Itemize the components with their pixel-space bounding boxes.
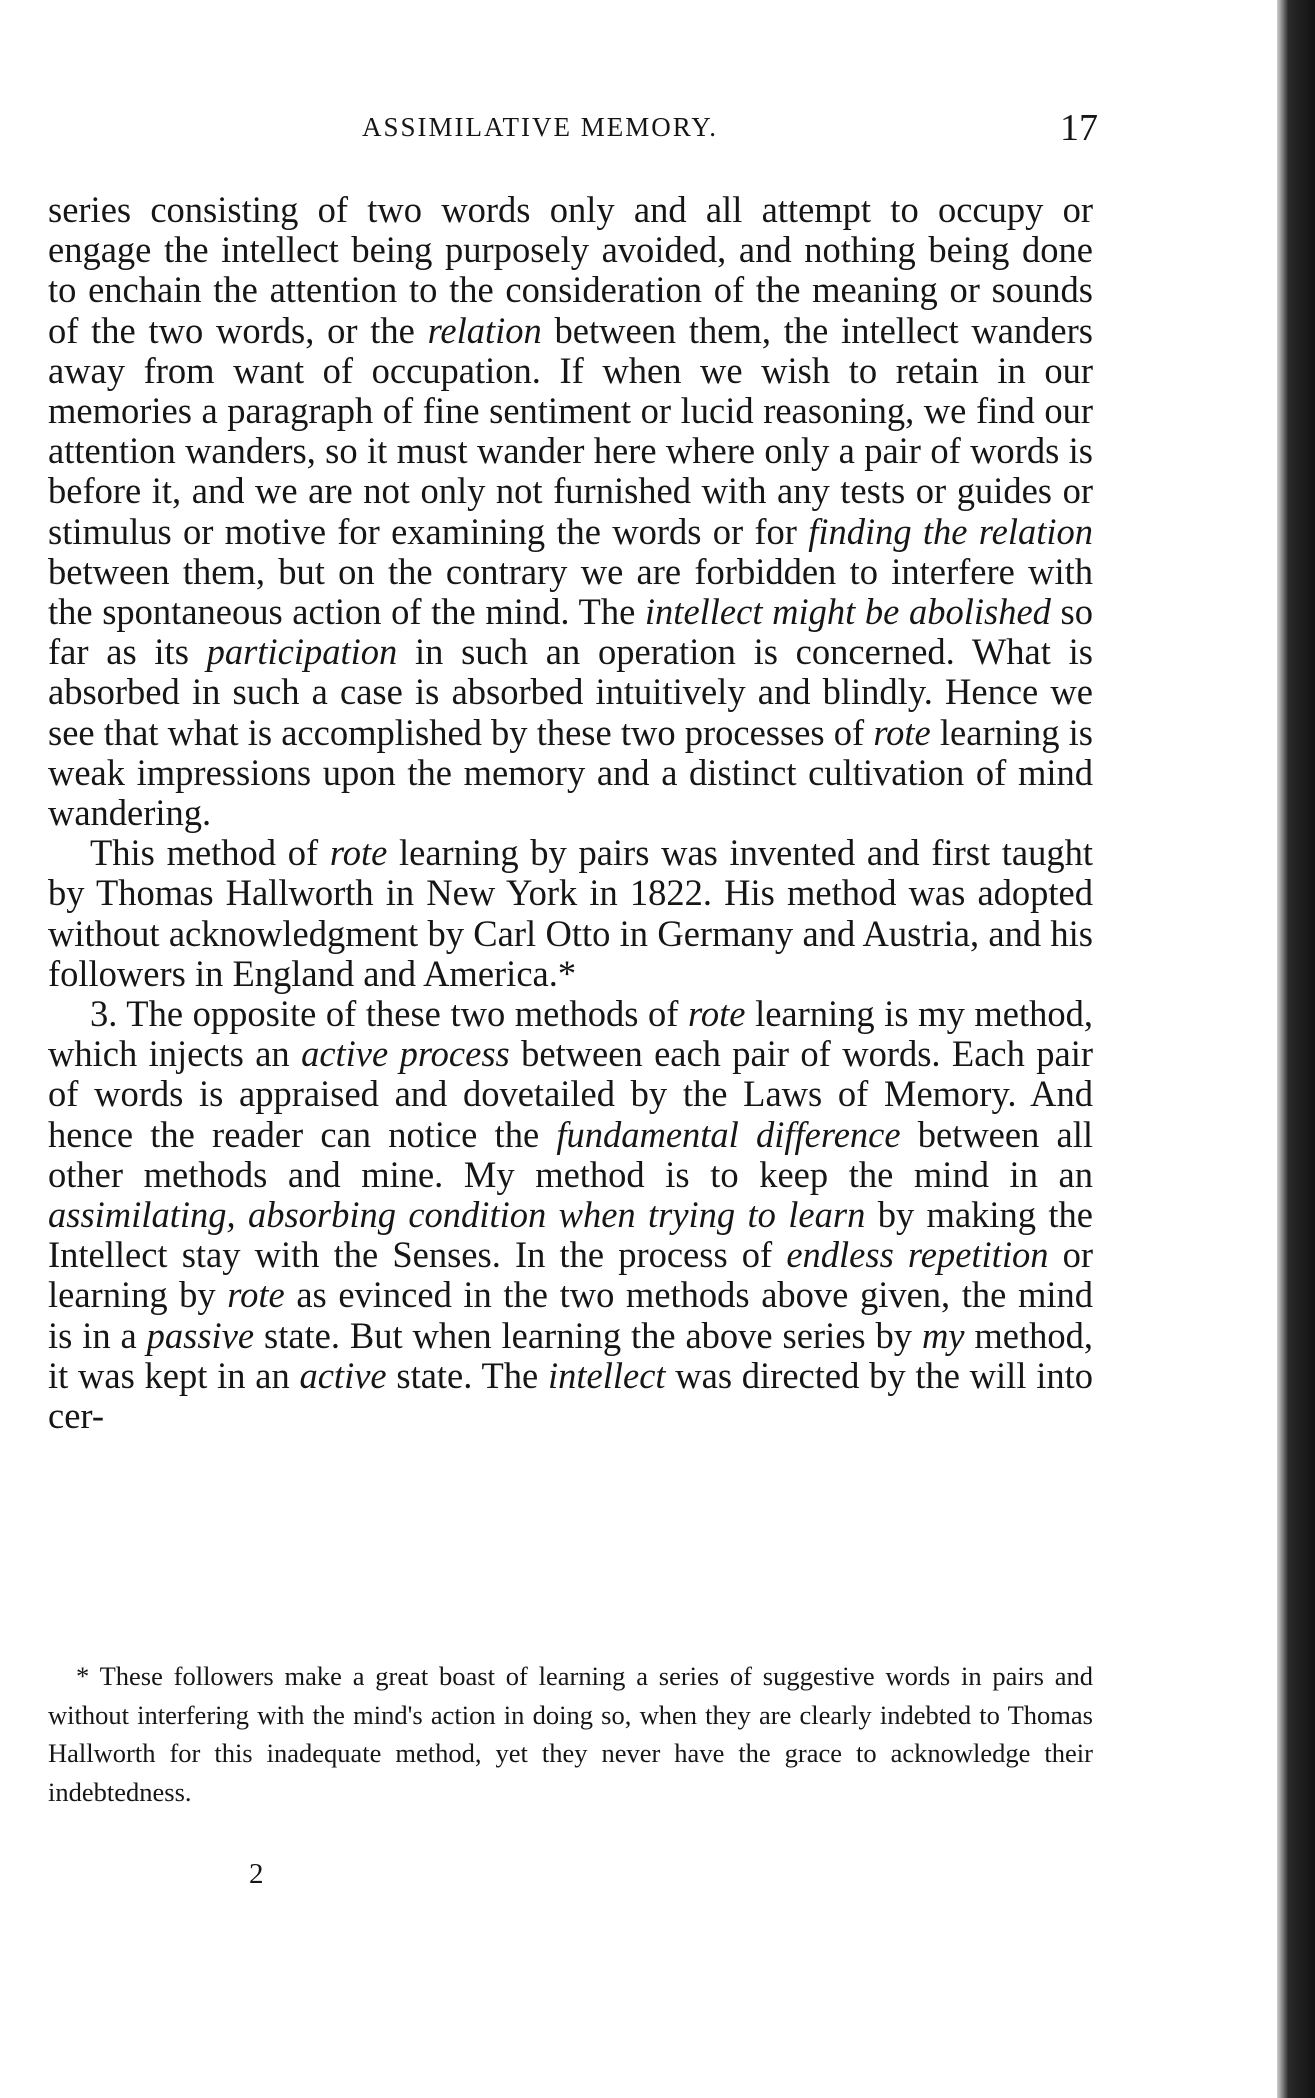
page-edge-shadow bbox=[1277, 0, 1315, 2098]
footnote bbox=[48, 1657, 1093, 1811]
running-title: ASSIMILATIVE MEMORY. bbox=[362, 112, 719, 142]
paragraph-3: 3. The opposite of these two methods of rote learning is my method, which injects an active process between each pair of words. Each pair of words is appraised and dovetailed by the Laws of Memory. And hence the reader can notice the fundamental difference between all other methods and mine. My method is to keep the mind in an assimilating, absorbing condition when trying to learn by making the Intellect stay with the Senses. In the process of endless repetition or learning by rote as evinced in the two methods above given, the mind is in a passive state. But when learning the above series by my method, it was kept in an active state. The intellect was directed by the will into cer- bbox=[48, 993, 1094, 1437]
paragraph-1: series consisting of two words only and all attempt to occupy or engage the intellect being purposely avoided, and nothing being done to enchain the attention to the consideration of the meaning or sounds of the two words, or the relation between them, the intellect wanders away from want of occupation. If when we wish to retain in our memories a paragraph of fine sentiment or lucid reasoning, we find our attention wanders, so it must wander here where only a pair of words is before it, and we are not only not furnished with any tests or guides or stimulus or motive for examining the words or for finding the relation between them, but on the contrary we are forbidden to interfere with the spontaneous action of the mind. The intellect might be abolished so far as its participation in such an operation is concerned. What is absorbed in such a case is absorbed intuitively and blindly. Hence we see that what is accomplished by these two processes of rote learning is weak impressions upon the memory and a distinct cultivation of mind wandering. bbox=[48, 189, 1093, 834]
page-number: 17 bbox=[1060, 107, 1098, 149]
signature-mark: 2 bbox=[249, 1858, 264, 1890]
body-text bbox=[48, 190, 1093, 1436]
page-header bbox=[48, 107, 1098, 162]
paragraph-2: This method of rote learning by pairs was invented and first taught by Thomas Hallworth in New York in 1822. His method was adopted without acknowledgment by Carl Otto in Germany and Austria, and his followers in England and America.* bbox=[48, 832, 1093, 994]
footnote-text: * These followers make a great boast of learning a series of suggestive words in pairs and without interfering with the mind's action in doing so, when they are clearly indebted to Thomas Hallworth for this inadequate method, yet they never have the grace to acknowledge their indebtedness. bbox=[48, 1661, 1093, 1807]
